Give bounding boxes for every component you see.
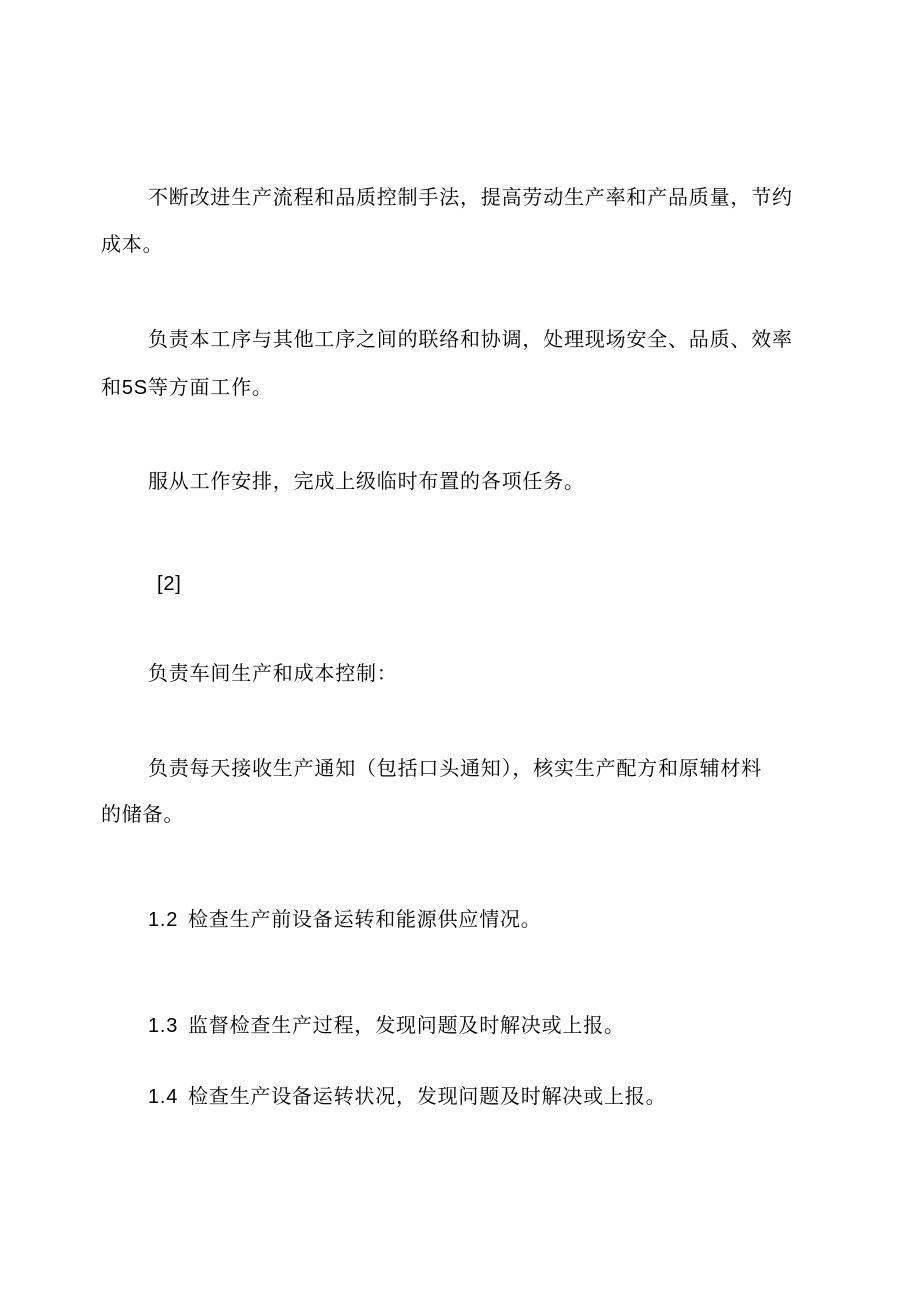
paragraph-5-line-1: 负责每天接收生产通知（包括口头通知），核实生产配方和原辅材料 — [148, 756, 762, 780]
paragraph-2-line-2-latin: 5S — [121, 377, 148, 399]
list-item-number: 1.3 — [148, 1015, 179, 1037]
reference-marker: [2] — [157, 573, 182, 595]
list-item-number: 1.2 — [148, 909, 179, 931]
paragraph-4: 负责车间生产和成本控制： — [148, 661, 398, 685]
paragraph-1-line-1: 不断改进生产流程和品质控制手法，提高劳动生产率和产品质量，节约 — [148, 185, 793, 209]
list-item — [148, 1083, 666, 1110]
list-item-text: 检查生产设备运转状况，发现问题及时解决或上报。 — [188, 1084, 667, 1108]
list-item-text: 检查生产前设备运转和能源供应情况。 — [188, 907, 542, 931]
list-item — [148, 906, 542, 933]
list-item-text: 监督检查生产过程，发现问题及时解决或上报。 — [188, 1013, 625, 1037]
paragraph-1-line-2: 成本。 — [101, 232, 164, 256]
paragraph-3: 服从工作安排，完成上级临时布置的各项任务。 — [148, 469, 585, 493]
paragraph-2-line-2-pre: 和 — [101, 375, 122, 399]
list-item — [148, 1012, 625, 1039]
paragraph-5-line-2: 的储备。 — [101, 802, 185, 826]
list-item-number: 1.4 — [148, 1086, 179, 1108]
paragraph-2-line-1: 负责本工序与其他工序之间的联络和协调，处理现场安全、品质、效率 — [148, 327, 793, 351]
paragraph-2-line-2-post: 等方面工作。 — [147, 375, 273, 399]
paragraph-2-line-2 — [101, 374, 273, 401]
